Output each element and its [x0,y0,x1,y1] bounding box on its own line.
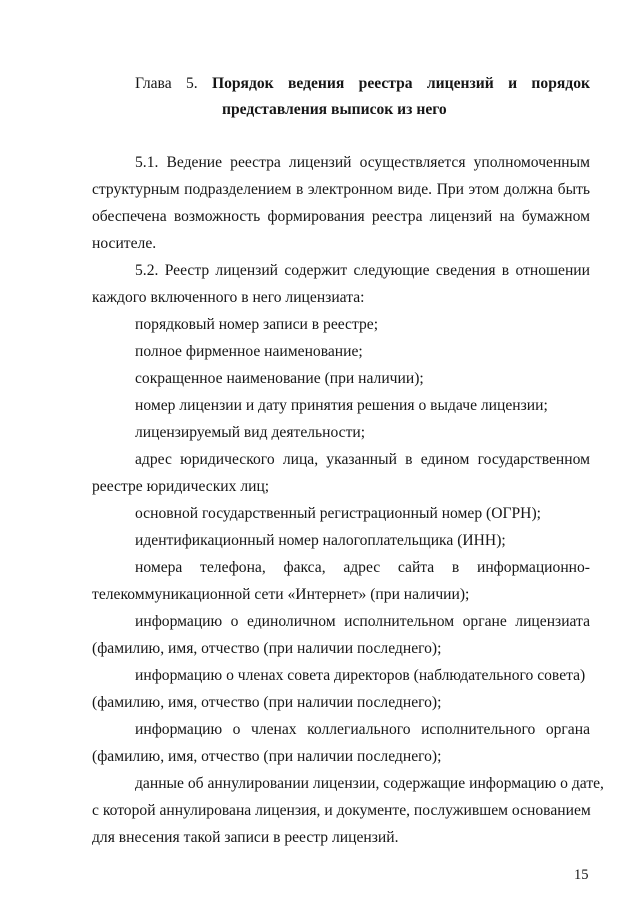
list-item: информацию о единоличном исполнительном органе лицензиата [135,613,590,630]
chapter-number: 5. [185,75,198,92]
chapter-title-word: порядок [531,75,590,92]
chapter-label: Глава [135,75,172,92]
chapter-heading [135,74,590,94]
chapter-title-word: Порядок [211,75,274,92]
paragraph-line: каждого включенного в него лицензиата: [92,289,365,306]
list-item: идентификационный номер налогоплательщика (ИНН); [135,532,506,549]
chapter-title-word: ведения [287,75,345,92]
list-item: лицензируемый вид деятельности; [135,424,366,441]
list-item: информацию о членах коллегиального исполнительного органа [135,721,590,738]
list-item: порядковый номер записи в реестре; [135,316,379,333]
list-item-continuation: (фамилию, имя, отчество (при наличии последнего); [92,640,442,657]
paragraph-line: 5.2. Реестр лицензий содержит следующие сведения в отношении [135,262,590,279]
chapter-title-word: лицензий [426,75,494,92]
list-item-continuation: реестре юридических лиц; [92,478,270,495]
paragraph-line: обеспечена возможность формирования реестра лицензий на бумажном [92,208,590,225]
page-number: 15 [574,867,589,883]
list-item-continuation: (фамилию, имя, отчество (при наличии последнего); [92,748,442,765]
list-item-continuation: для внесения такой записи в реестр лицензий. [92,829,399,846]
list-item: полное фирменное наименование; [135,343,363,360]
chapter-title-word: реестра [358,75,413,92]
list-item: адрес юридического лица, указанный в едином государственном [135,451,590,468]
chapter-title-line2: представления выписок из него [222,101,447,118]
paragraph-line: структурным подразделением в электронном виде. При этом должна быть [92,181,590,198]
list-item: номера телефона, факса, адрес сайта в информационно- [135,559,590,576]
list-item-continuation: (фамилию, имя, отчество (при наличии последнего); [92,694,442,711]
list-item: сокращенное наименование (при наличии); [135,370,424,387]
list-item: номер лицензии и дату принятия решения о выдаче лицензии; [135,397,548,414]
list-item-continuation: с которой аннулирована лицензия, и документе, послужившем основанием [92,802,591,819]
list-item: основной государственный регистрационный номер (ОГРН); [135,505,541,522]
paragraph-line: 5.1. Ведение реестра лицензий осуществляется уполномоченным [135,154,590,171]
paragraph-line: носителе. [92,235,157,252]
list-item-continuation: телекоммуникационной сети «Интернет» (при наличии); [92,586,470,603]
list-item: информацию о членах совета директоров (наблюдательного совета) [135,667,586,684]
list-item: данные об аннулировании лицензии, содержащие информацию о дате, [135,775,604,792]
chapter-title-word: и [508,75,518,92]
